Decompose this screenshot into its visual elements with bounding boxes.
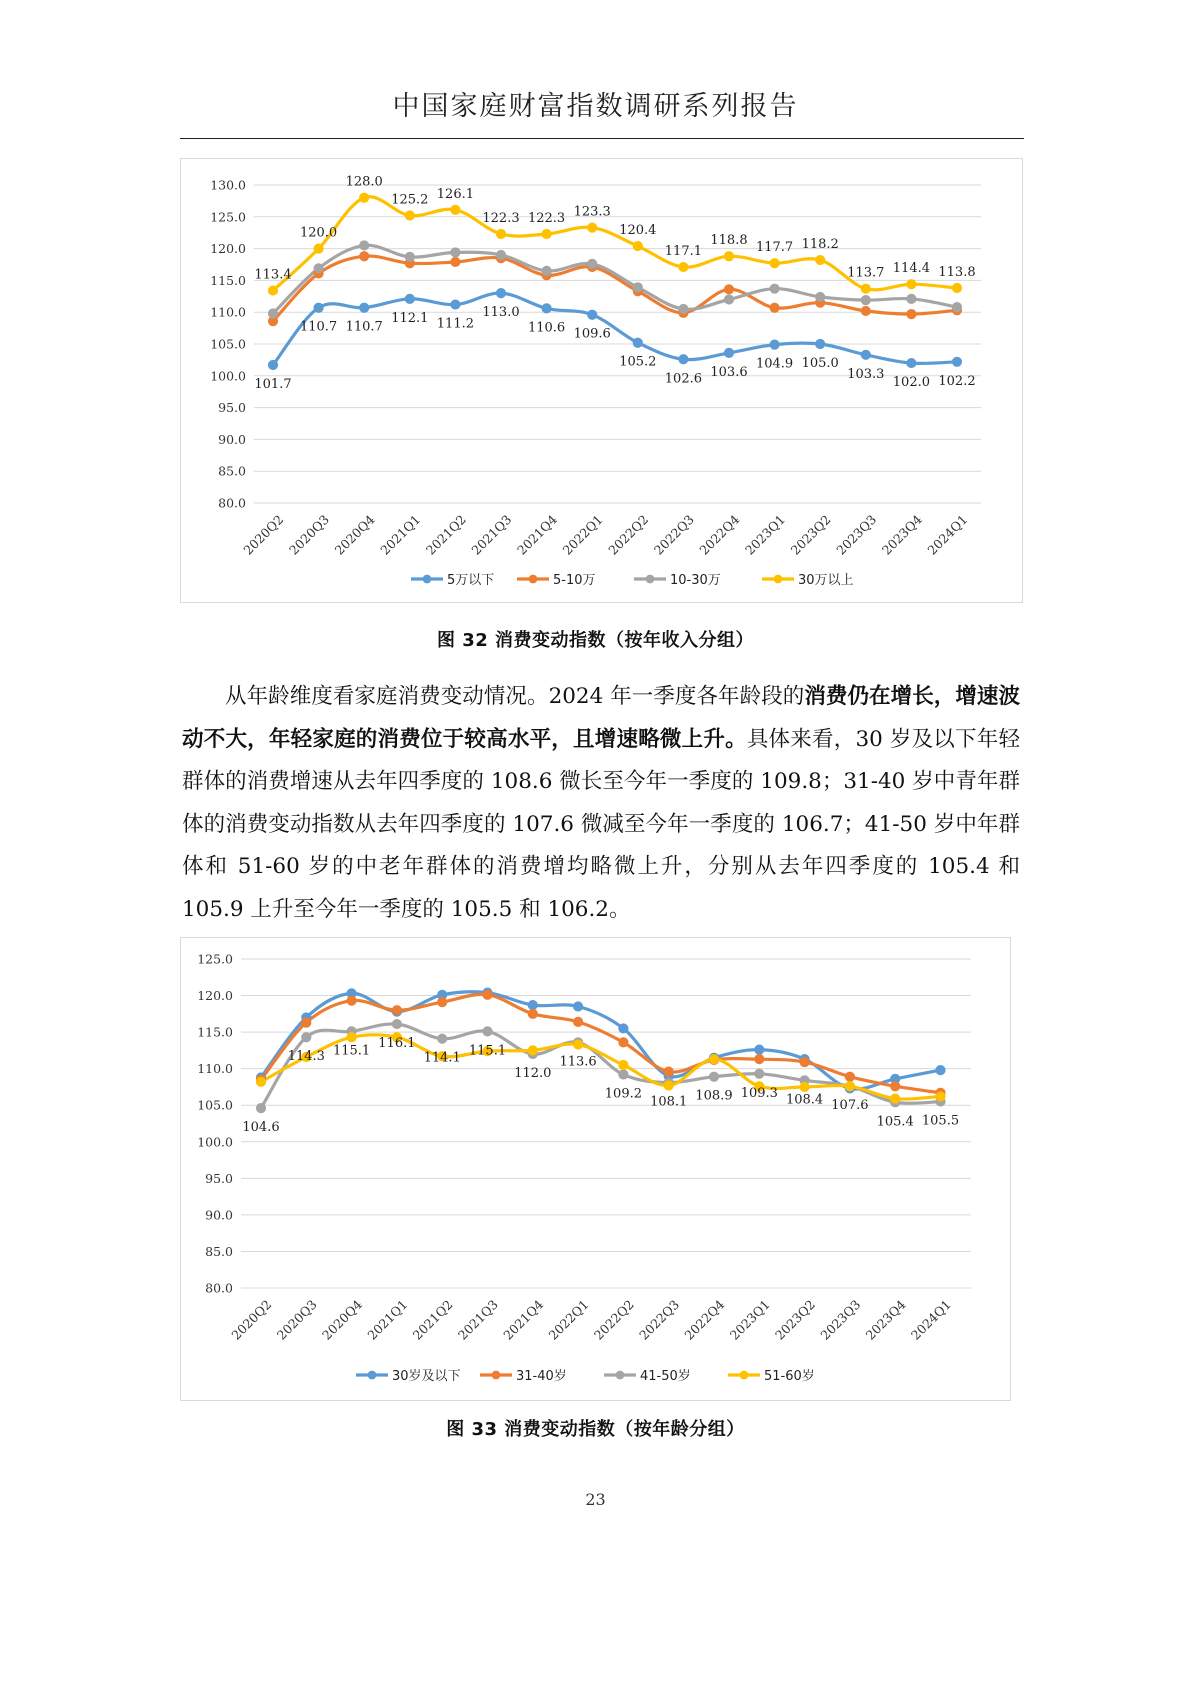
data-label: 116.1 (378, 1036, 416, 1052)
data-label: 101.7 (254, 376, 292, 392)
x-tick-label: 2023Q3 (833, 511, 880, 558)
data-label: 114.1 (423, 1050, 461, 1066)
x-tick-label: 2021Q3 (468, 511, 515, 558)
data-point (770, 284, 779, 293)
x-tick-label: 2022Q3 (650, 511, 697, 558)
x-tick-label: 2024Q1 (924, 511, 971, 558)
x-tick-label: 2020Q2 (240, 511, 287, 558)
data-point (451, 257, 460, 266)
data-point (679, 304, 688, 313)
y-tick-label: 90.0 (218, 431, 246, 447)
y-tick-label: 125.0 (210, 209, 246, 225)
data-label: 110.7 (299, 319, 338, 335)
legend-label: 5万以下 (447, 573, 495, 588)
y-tick-label: 80.0 (205, 1280, 233, 1296)
data-point (952, 283, 961, 292)
data-point (347, 1033, 356, 1042)
data-point (528, 1000, 537, 1009)
body-paragraph (182, 676, 1020, 931)
x-tick-label: 2023Q3 (817, 1296, 864, 1343)
data-point (347, 996, 356, 1005)
data-point (619, 1024, 628, 1033)
data-point (800, 1057, 809, 1066)
data-point (574, 1017, 583, 1026)
data-point (679, 262, 688, 271)
legend-marker (368, 1371, 377, 1380)
y-tick-label: 100.0 (210, 368, 246, 384)
data-label: 109.3 (740, 1085, 778, 1101)
data-label: 122.3 (527, 210, 566, 226)
data-point (845, 1082, 854, 1091)
data-point (633, 338, 642, 347)
data-label: 112.1 (391, 310, 429, 326)
data-point (528, 1009, 537, 1018)
y-tick-label: 110.0 (210, 304, 246, 320)
data-label: 120.4 (619, 223, 657, 239)
legend-label: 51-60岁 (764, 1369, 815, 1384)
data-point (360, 303, 369, 312)
legend-label: 30万以上 (798, 573, 854, 588)
y-tick-label: 105.0 (210, 336, 246, 352)
data-label: 114.3 (287, 1049, 325, 1065)
data-point (619, 1038, 628, 1047)
data-label: 128.0 (345, 174, 383, 190)
paragraph-seg3: 具体来看，30 岁及以下年轻群体的消费增速从去年四季度的 108.6 微长至今年一季度的 109.8；31-40 岁中青年群体的消费变动指数从去年四季度的 107.6 微减至今年一季度的 106.7；41-50 岁中年群体和 51-60 岁的中老年群体的消费增均略微上升，分别从去年四季度的 105.4 和 105.9 上升至今年一季度的 105.5 和 106.2。 (182, 726, 1020, 922)
data-point (755, 1069, 764, 1078)
legend-marker (740, 1371, 749, 1380)
data-point (302, 1018, 311, 1027)
data-point (633, 241, 642, 250)
data-point (496, 250, 505, 259)
data-point (496, 289, 505, 298)
data-point (268, 309, 277, 318)
x-tick-label: 2023Q4 (862, 1296, 909, 1343)
data-point (936, 1092, 945, 1101)
data-point (633, 283, 642, 292)
data-point (360, 193, 369, 202)
y-tick-label: 85.0 (218, 463, 246, 479)
data-label: 102.0 (892, 375, 931, 391)
data-label: 103.6 (710, 364, 748, 380)
y-tick-label: 120.0 (210, 241, 246, 257)
x-tick-label: 2021Q1 (364, 1296, 411, 1343)
data-point (907, 294, 916, 303)
data-label: 113.8 (938, 265, 976, 281)
y-tick-label: 90.0 (205, 1207, 233, 1223)
data-label: 118.2 (801, 237, 839, 253)
data-point (451, 248, 460, 257)
y-tick-label: 100.0 (197, 1134, 233, 1150)
x-tick-label: 2021Q2 (409, 1296, 456, 1343)
data-point (268, 286, 277, 295)
x-tick-label: 2020Q3 (273, 1296, 320, 1343)
legend-marker (646, 575, 655, 584)
y-tick-label: 125.0 (197, 951, 233, 967)
x-tick-label: 2022Q4 (681, 1296, 728, 1343)
data-point (314, 244, 323, 253)
x-tick-label: 2020Q3 (286, 511, 333, 558)
x-tick-label: 2021Q3 (454, 1296, 501, 1343)
x-tick-label: 2020Q2 (228, 1296, 275, 1343)
data-point (861, 284, 870, 293)
y-tick-label: 80.0 (218, 495, 246, 511)
data-label: 104.9 (755, 356, 794, 372)
data-point (574, 1002, 583, 1011)
y-tick-label: 130.0 (210, 177, 246, 193)
caption-fig32: 图 32 消费变动指数（按年收入分组） (436, 630, 755, 651)
data-point (451, 300, 460, 309)
chart-age-box (180, 937, 1011, 1401)
data-label: 110.7 (345, 319, 383, 335)
caption-fig33: 图 33 消费变动指数（按年龄分组） (446, 1419, 745, 1440)
data-point (588, 223, 597, 232)
x-tick-label: 2021Q4 (500, 1296, 547, 1343)
data-point (845, 1072, 854, 1081)
data-label: 104.6 (242, 1120, 280, 1136)
page-number: 23 (585, 1490, 606, 1509)
data-point (861, 306, 870, 315)
data-point (483, 1027, 492, 1036)
data-label: 109.2 (604, 1086, 643, 1102)
data-label: 120.0 (299, 225, 338, 241)
data-point (405, 211, 414, 220)
data-label: 105.2 (619, 354, 657, 370)
data-point (542, 266, 551, 275)
x-tick-label: 2022Q1 (545, 1296, 592, 1343)
y-tick-label: 115.0 (197, 1024, 233, 1040)
header-rule (180, 138, 1024, 139)
data-point (619, 1070, 628, 1079)
legend-label: 31-40岁 (516, 1369, 567, 1384)
legend-label: 30岁及以下 (392, 1369, 461, 1384)
data-point (770, 340, 779, 349)
legend-marker (774, 575, 783, 584)
data-point (816, 292, 825, 301)
data-point (709, 1055, 718, 1064)
x-tick-label: 2024Q1 (907, 1296, 954, 1343)
data-point (542, 229, 551, 238)
data-point (392, 1019, 401, 1028)
x-tick-label: 2020Q4 (319, 1296, 366, 1343)
x-tick-label: 2023Q2 (787, 511, 834, 558)
data-point (574, 1040, 583, 1049)
data-label: 113.4 (254, 267, 292, 283)
data-point (907, 280, 916, 289)
y-tick-label: 105.0 (197, 1097, 233, 1113)
data-label: 117.7 (755, 240, 794, 256)
data-label: 113.7 (847, 265, 885, 281)
x-tick-label: 2021Q2 (422, 511, 469, 558)
data-point (816, 339, 825, 348)
data-point (451, 205, 460, 214)
data-point (724, 348, 733, 357)
data-point (268, 360, 277, 369)
x-tick-label: 2023Q1 (726, 1296, 773, 1343)
data-label: 109.6 (573, 326, 611, 342)
legend-marker (492, 1371, 501, 1380)
data-point (314, 303, 323, 312)
data-point (664, 1067, 673, 1076)
data-label: 105.0 (801, 356, 839, 371)
data-label: 108.1 (650, 1094, 688, 1110)
data-point (588, 259, 597, 268)
data-point (392, 1006, 401, 1015)
data-point (770, 259, 779, 268)
paragraph-bold: 消费仍在增长，增速波动不大，年轻家庭的消费位于较高水平，且增速略微上升。 (182, 684, 1020, 752)
data-label: 114.4 (892, 261, 931, 277)
data-point (907, 358, 916, 367)
y-tick-label: 120.0 (197, 988, 233, 1004)
legend-marker (529, 575, 538, 584)
data-point (724, 285, 733, 294)
data-point (800, 1082, 809, 1091)
legend-label: 10-30万 (670, 573, 721, 588)
data-label: 107.6 (831, 1098, 869, 1114)
data-label: 125.2 (391, 192, 429, 208)
x-tick-label: 2023Q4 (878, 511, 925, 558)
legend-label: 5-10万 (553, 573, 596, 588)
data-point (936, 1066, 945, 1075)
x-tick-label: 2023Q1 (742, 511, 789, 558)
data-point (438, 1034, 447, 1043)
data-label: 105.4 (876, 1114, 914, 1130)
x-tick-label: 2022Q3 (636, 1296, 683, 1343)
data-label: 126.1 (436, 186, 475, 202)
data-label: 103.3 (847, 366, 885, 382)
data-label: 102.2 (938, 373, 976, 389)
data-point (709, 1072, 718, 1081)
data-point (360, 252, 369, 261)
data-point (891, 1094, 900, 1103)
x-tick-label: 2023Q2 (772, 1296, 819, 1343)
data-label: 105.5 (921, 1113, 960, 1129)
data-point (588, 310, 597, 319)
data-point (861, 350, 870, 359)
data-point (891, 1082, 900, 1091)
report-header-title: 中国家庭财富指数调研系列报告 (392, 91, 799, 122)
data-point (952, 357, 961, 366)
y-tick-label: 115.0 (210, 272, 246, 288)
data-point (952, 303, 961, 312)
y-tick-label: 95.0 (218, 400, 246, 416)
data-point (302, 1033, 311, 1042)
data-point (256, 1104, 265, 1113)
x-tick-label: 2020Q4 (331, 511, 378, 558)
data-label: 112.0 (514, 1066, 552, 1082)
data-point (360, 241, 369, 250)
x-tick-label: 2022Q2 (605, 511, 652, 558)
data-label: 108.9 (695, 1088, 733, 1104)
data-point (816, 255, 825, 264)
data-point (438, 998, 447, 1007)
data-point (483, 990, 492, 999)
data-label: 110.6 (527, 320, 566, 336)
data-point (679, 355, 688, 364)
data-point (664, 1081, 673, 1090)
data-point (770, 303, 779, 312)
chart-age (181, 938, 1010, 1400)
data-point (405, 252, 414, 261)
y-tick-label: 95.0 (205, 1170, 233, 1186)
data-label: 113.0 (482, 305, 520, 321)
x-tick-label: 2022Q1 (559, 511, 606, 558)
data-label: 117.1 (664, 244, 703, 260)
y-tick-label: 110.0 (197, 1061, 233, 1077)
data-label: 118.8 (710, 233, 748, 249)
y-tick-label: 85.0 (205, 1243, 233, 1259)
data-point (496, 229, 505, 238)
data-label: 115.1 (332, 1043, 371, 1059)
x-tick-label: 2021Q4 (514, 511, 561, 558)
data-point (405, 294, 414, 303)
data-label: 113.6 (559, 1054, 597, 1070)
data-point (724, 252, 733, 261)
legend-label: 41-50岁 (640, 1369, 691, 1384)
x-tick-label: 2021Q1 (377, 511, 424, 558)
data-point (314, 264, 323, 273)
data-label: 111.2 (436, 316, 475, 332)
legend-marker (423, 575, 432, 584)
data-point (256, 1077, 265, 1086)
data-label: 108.4 (785, 1092, 824, 1108)
chart-income-box (180, 158, 1023, 603)
data-point (724, 295, 733, 304)
data-point (755, 1045, 764, 1054)
paragraph-seg1: 从年龄维度看家庭消费变动情况。2024 年一季度各年龄段的 (225, 684, 805, 709)
data-label: 102.6 (664, 371, 703, 387)
data-label: 115.1 (468, 1043, 507, 1059)
legend-marker (616, 1371, 625, 1380)
data-point (619, 1060, 628, 1069)
x-tick-label: 2022Q2 (590, 1296, 637, 1343)
data-point (755, 1055, 764, 1064)
data-point (542, 304, 551, 313)
data-label: 122.3 (482, 210, 520, 226)
x-tick-label: 2022Q4 (696, 511, 743, 558)
data-label: 123.3 (573, 204, 611, 220)
data-point (528, 1046, 537, 1055)
chart-income (181, 159, 1022, 602)
data-point (907, 310, 916, 319)
data-point (861, 296, 870, 305)
